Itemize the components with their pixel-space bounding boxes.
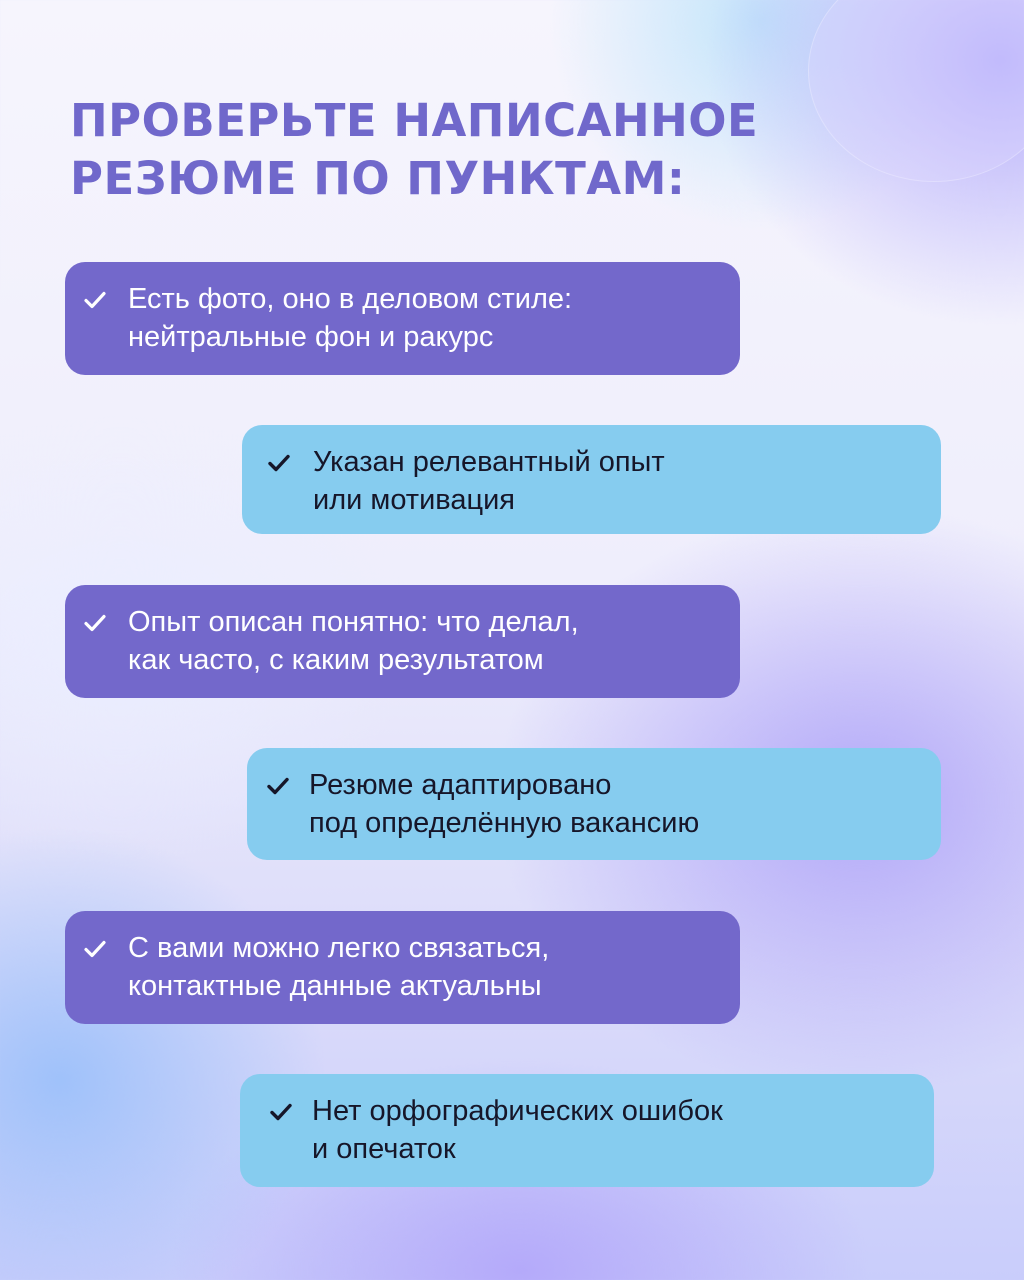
page-title [70,92,930,208]
checkmark-icon [82,936,108,962]
page-title-line-1: ПРОВЕРЬТЕ НАПИСАННОЕ [70,94,759,147]
checklist-item-line-2: и опечаток [312,1133,456,1165]
checklist-item-adapted [247,748,941,860]
checklist-item-description [65,585,740,698]
checklist-item-contacts [65,911,740,1024]
checkmark-icon [266,450,292,476]
checklist-item-line-2: контактные данные актуальны [128,970,542,1002]
checklist-item-line-2: нейтральные фон и ракурс [128,321,494,353]
checklist-item-line-1: Опыт описан понятно: что делал, [128,606,579,638]
checklist-item-line-2: или мотивация [313,484,516,516]
page-title-line-2: РЕЗЮМЕ ПО ПУНКТАМ: [70,152,686,205]
checklist-item-line-1: Нет орфографических ошибок [312,1095,723,1127]
checklist-item-line-1: С вами можно легко связаться, [128,932,550,964]
checklist-item-line-2: как часто, с каким результатом [128,644,544,676]
checklist-item-text [312,1092,723,1168]
checklist-item-line-1: Указан релевантный опыт [313,446,665,478]
checklist-item-text [309,766,699,842]
checklist-item-text [128,280,572,356]
checklist-item-spelling [240,1074,934,1187]
checklist-item-text [128,929,549,1005]
checkmark-icon [265,773,291,799]
checkmark-icon [82,287,108,313]
checklist-item-line-1: Резюме адаптировано [309,769,612,801]
checklist-item-line-1: Есть фото, оно в деловом стиле: [128,283,573,315]
checklist-item-experience [242,425,941,534]
checkmark-icon [268,1099,294,1125]
checkmark-icon [82,610,108,636]
checklist-item-text [313,443,665,519]
checklist-item-line-2: под определённую вакансию [309,807,700,839]
checklist-item-photo [65,262,740,375]
checklist-item-text [128,603,579,679]
